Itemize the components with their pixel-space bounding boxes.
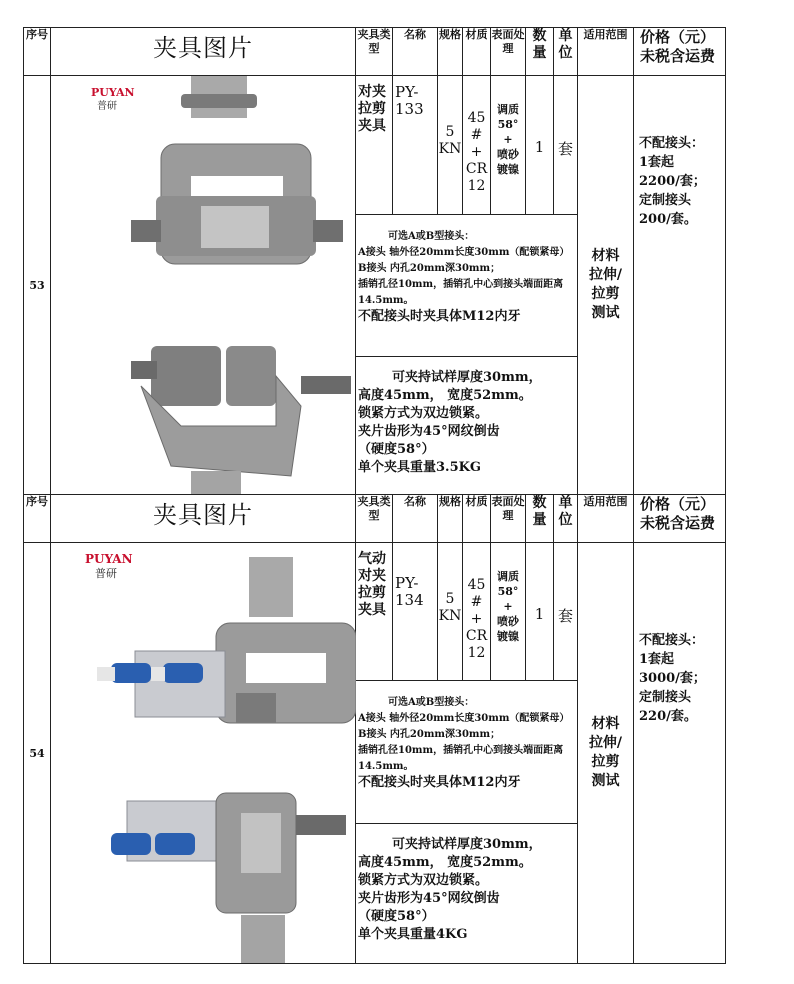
description-line: 夹片齿形为45°网纹倒齿 — [358, 424, 500, 440]
fixture-type-line: 拉剪 — [358, 101, 386, 117]
header-name: 名称 — [393, 28, 438, 76]
fixture-qty: 1 — [526, 76, 554, 215]
connector-options — [356, 681, 578, 823]
table-header — [24, 28, 726, 76]
fixture-price-line: 200/套。 — [639, 212, 697, 227]
description-line: （硬度58°） — [358, 442, 435, 458]
header-name: 名称 — [393, 495, 438, 543]
fixture-price-line: 220/套。 — [639, 709, 697, 724]
table-header — [24, 495, 726, 543]
fixture-material-line: CR — [465, 161, 488, 177]
fixture-spec — [438, 543, 463, 681]
fixture-material-line: 45 — [467, 577, 486, 593]
header-type: 夹具类型 — [356, 28, 393, 76]
fixture-material-line: + — [470, 144, 483, 160]
fixture-price-line: 定制接头 — [639, 193, 692, 208]
fixture-price-line: 2200/套； — [639, 174, 706, 189]
fixture-qty: 1 — [526, 543, 554, 681]
upper-fixture-graphic — [131, 76, 343, 264]
fixture-surface-line: 喷砂 — [497, 615, 519, 628]
fixture-scope-line: 测试 — [591, 305, 620, 321]
fixture-name — [393, 76, 438, 215]
description-line: 可夹持试样厚度30mm， — [392, 836, 542, 852]
header-seq: 序号 — [24, 495, 51, 543]
fixture-type — [356, 76, 393, 215]
fixture-surface — [491, 543, 526, 681]
fixture-price — [634, 76, 726, 495]
fixture-scope-line: 测试 — [591, 773, 620, 789]
fixture-scope — [578, 76, 634, 495]
fixture-material-line: 12 — [467, 645, 486, 661]
header-image: 夹具图片 — [51, 495, 356, 543]
fixture-name — [393, 543, 438, 681]
brand-logo-cn: 普研 — [97, 101, 117, 112]
description-line: 高度45mm， 宽度52mm。 — [358, 854, 532, 870]
header-price — [634, 495, 726, 543]
header-seq: 序号 — [24, 28, 51, 76]
fixture-surface-line: 喷砂 — [497, 148, 519, 161]
description-line: 夹片齿形为45°网纹倒齿 — [358, 890, 500, 906]
header-material: 材质 — [463, 495, 491, 543]
fixture-material-line: 12 — [467, 178, 486, 194]
fixture-material-line: 45 — [467, 110, 486, 126]
fixture-name-line: PY- — [395, 574, 419, 592]
header-unit: 单位 — [554, 28, 578, 76]
header-scope: 适用范围 — [578, 28, 634, 76]
header-price-line1: 价格（元） — [640, 28, 716, 46]
description-line: （硬度58°） — [358, 908, 435, 924]
fixture-price-line: 定制接头 — [639, 690, 692, 705]
description-line: 锁紧方式为双边锁紧。 — [358, 872, 489, 888]
fixture-scope-line: 拉伸/ — [588, 267, 623, 283]
fixture-surface-line: + — [503, 600, 513, 613]
fixture-type — [356, 543, 393, 681]
product-image-cell — [51, 76, 356, 495]
upper-pneumatic-fixture-graphic — [97, 557, 356, 723]
fixture-photo — [51, 543, 356, 963]
table-row — [24, 76, 726, 215]
fixture-spec-line: 5 — [445, 124, 455, 140]
header-price-line2: 未税含运费 — [640, 47, 716, 65]
fixture-price-line: 3000/套； — [639, 671, 706, 686]
description-line: 高度45mm， 宽度52mm。 — [358, 388, 532, 404]
fixture-price-line: 不配接头： — [639, 136, 705, 151]
fixture-surface-line: 58° — [497, 585, 519, 598]
fixture-type-line: 对夹 — [358, 84, 386, 100]
fixture-type-line: 夹具 — [358, 602, 386, 618]
product-table — [23, 27, 726, 964]
options-line: 不配接头时夹具体M12内牙 — [358, 308, 521, 324]
fixture-spec-line: KN — [438, 141, 462, 157]
header-qty: 数量 — [526, 495, 554, 543]
fixture-material — [463, 543, 491, 681]
lower-pneumatic-fixture-graphic — [111, 793, 346, 963]
lower-fixture-graphic — [131, 346, 351, 494]
fixture-spec-line: 5 — [445, 591, 455, 607]
fixture-type-line: 气动 — [358, 551, 386, 567]
fixture-type-line: 夹具 — [358, 118, 386, 134]
header-image: 夹具图片 — [51, 28, 356, 76]
fixture-surface-line: 58° — [497, 118, 519, 131]
fixture-price-line: 1套起 — [639, 652, 675, 667]
options-line: 插销孔径10mm，插销孔中心到接头端面距离14.5mm。 — [358, 278, 564, 306]
fixture-unit: 套 — [554, 543, 578, 681]
fixture-description — [356, 823, 578, 963]
row-seq: 53 — [24, 76, 51, 495]
header-surface: 表面处理 — [491, 495, 526, 543]
row-seq: 54 — [24, 543, 51, 964]
description-line: 锁紧方式为双边锁紧。 — [358, 406, 489, 422]
brand-logo: PUYAN — [85, 552, 133, 566]
options-line: B接头 内孔20mm深30mm； — [358, 262, 501, 274]
header-qty: 数量 — [526, 28, 554, 76]
fixture-scope-line: 材料 — [591, 248, 620, 264]
fixture-surface-line: 调质 — [497, 103, 519, 116]
header-material: 材质 — [463, 28, 491, 76]
fixture-spec — [438, 76, 463, 215]
options-line: A接头 轴外径20mm长度30mm（配锁紧母） — [358, 246, 570, 258]
fixture-spec-line: KN — [438, 608, 462, 624]
fixture-price-line: 不配接头： — [639, 633, 705, 648]
table-row — [24, 543, 726, 681]
description-line: 单个夹具重量4KG — [358, 926, 468, 942]
options-line: B接头 内孔20mm深30mm； — [358, 729, 501, 741]
fixture-name-line: 133 — [395, 100, 424, 118]
fixture-scope-line: 拉剪 — [591, 754, 620, 770]
fixture-surface-line: 镀镍 — [497, 630, 519, 643]
options-line: 不配接头时夹具体M12内牙 — [358, 775, 521, 791]
description-line: 单个夹具重量3.5KG — [358, 460, 482, 476]
fixture-scope — [578, 543, 634, 964]
header-surface: 表面处理 — [491, 28, 526, 76]
header-spec: 规格 — [438, 28, 463, 76]
options-line: 可选A或B型接头： — [388, 230, 475, 242]
fixture-type-line: 拉剪 — [358, 585, 386, 601]
header-spec: 规格 — [438, 495, 463, 543]
fixture-material-line: # — [470, 594, 483, 610]
connector-options — [356, 214, 578, 357]
fixture-material-line: + — [470, 611, 483, 627]
fixture-surface-line: 镀镍 — [497, 163, 519, 176]
brand-logo-cn: 普研 — [95, 567, 117, 580]
fixture-name-line: PY- — [395, 83, 419, 101]
fixture-scope-line: 材料 — [591, 716, 620, 732]
fixture-material-line: CR — [465, 628, 488, 644]
header-type: 夹具类型 — [356, 495, 393, 543]
fixture-material-line: # — [470, 127, 483, 143]
fixture-name-line: 134 — [395, 591, 424, 609]
fixture-type-line: 对夹 — [358, 568, 386, 584]
fixture-scope-line: 拉伸/ — [588, 735, 623, 751]
fixture-surface — [491, 76, 526, 215]
header-scope: 适用范围 — [578, 495, 634, 543]
options-line: A接头 轴外径20mm长度30mm（配锁紧母） — [358, 713, 570, 725]
header-price — [634, 28, 726, 76]
fixture-price-line: 1套起 — [639, 155, 675, 170]
fixture-surface-line: + — [503, 133, 513, 146]
header-price-line1: 价格（元） — [640, 495, 716, 513]
brand-logo: PUYAN — [91, 86, 135, 99]
product-image-cell — [51, 543, 356, 964]
header-price-line2: 未税含运费 — [640, 514, 716, 532]
options-line: 插销孔径10mm，插销孔中心到接头端面距离14.5mm。 — [358, 745, 564, 773]
fixture-material — [463, 76, 491, 215]
options-line: 可选A或B型接头： — [388, 697, 475, 709]
header-unit: 单位 — [554, 495, 578, 543]
description-line: 可夹持试样厚度30mm， — [392, 370, 542, 386]
fixture-surface-line: 调质 — [497, 570, 519, 583]
fixture-scope-line: 拉剪 — [591, 286, 620, 302]
fixture-photo — [51, 76, 356, 494]
fixture-unit: 套 — [554, 76, 578, 215]
fixture-description — [356, 357, 578, 495]
fixture-price — [634, 543, 726, 964]
